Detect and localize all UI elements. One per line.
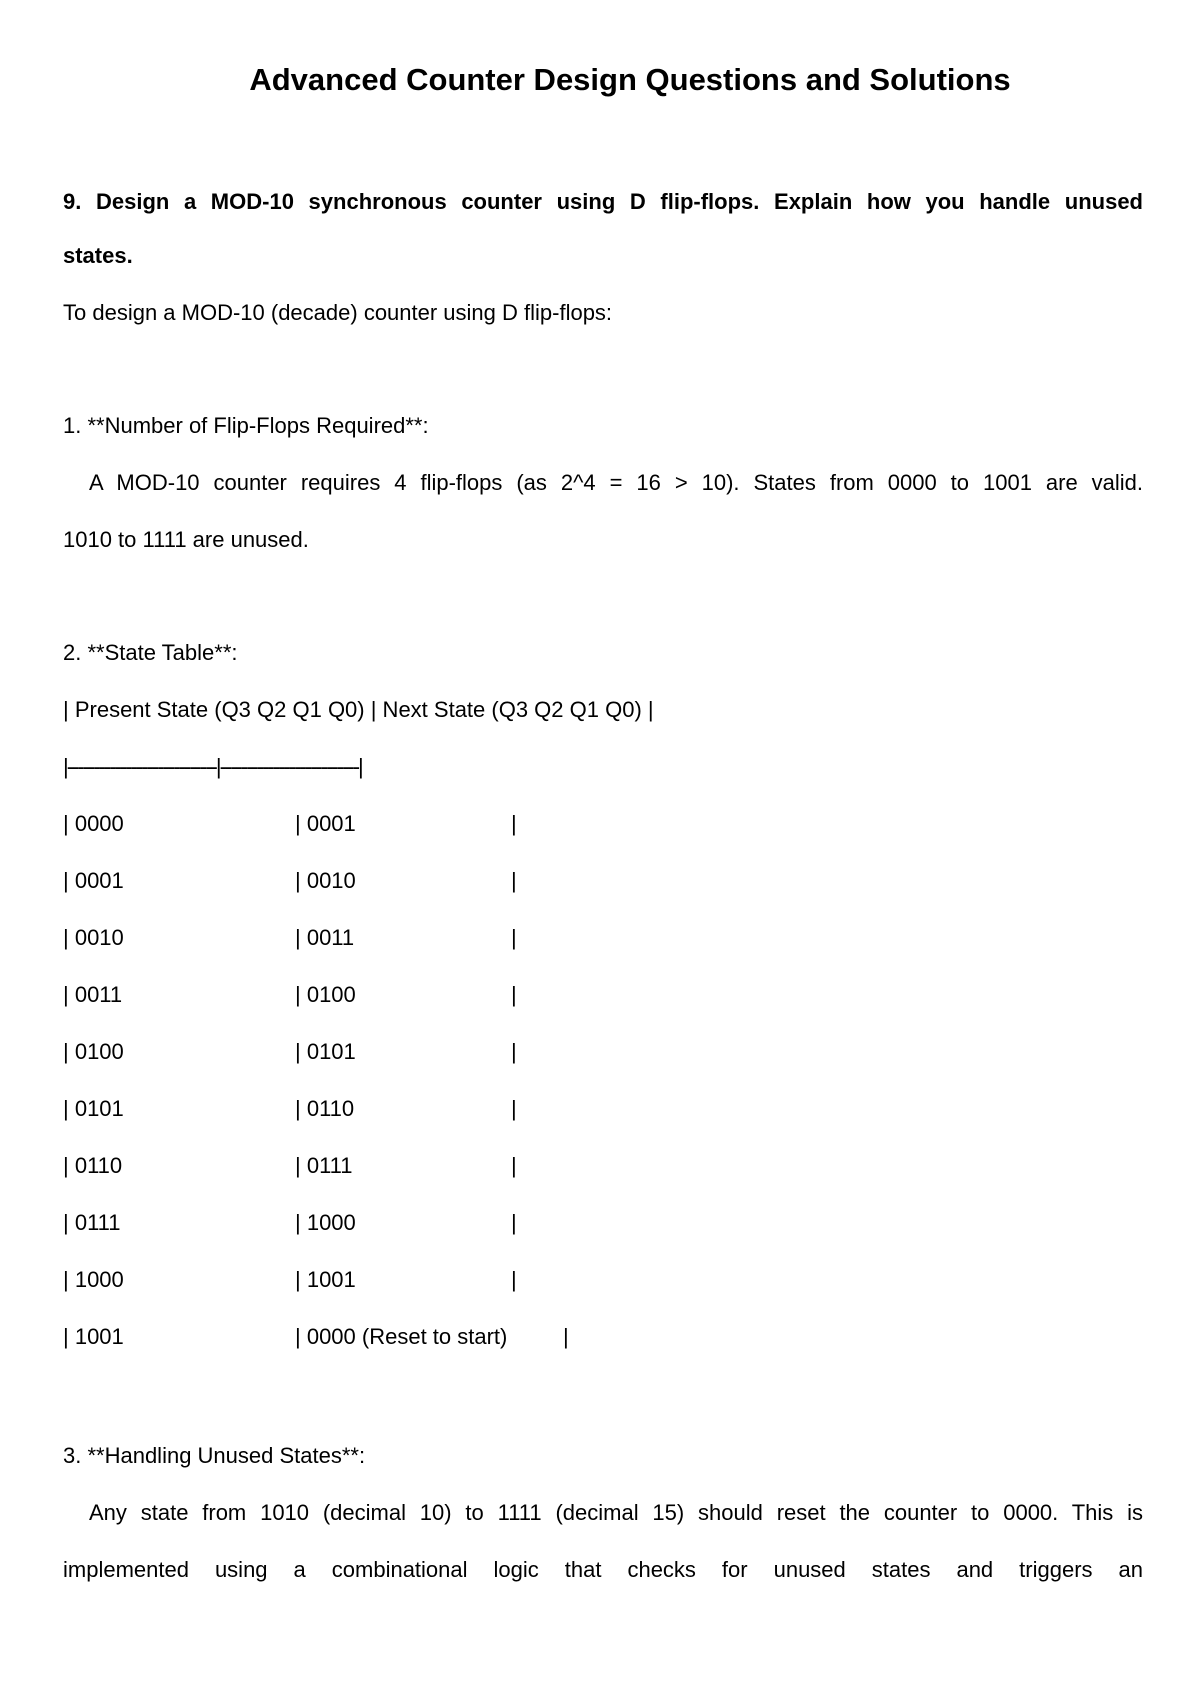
next-state-cell: | 1001 bbox=[295, 1267, 356, 1292]
present-state-cell: | 1001 bbox=[63, 1324, 124, 1349]
row-end-bar: | bbox=[511, 925, 517, 950]
row-end-bar: | bbox=[511, 1210, 517, 1235]
question-line-1: 9. Design a MOD-10 synchronous counter using D flip-flops. Explain how you handle unused bbox=[63, 189, 1143, 214]
next-state-cell: | 0001 bbox=[295, 811, 356, 836]
section-3-line-1: Any state from 1010 (decimal 10) to 1111 (decimal 15) should reset the counter to 0000. This is bbox=[89, 1500, 1143, 1525]
present-state-cell: | 0011 bbox=[63, 982, 123, 1007]
section-3-line-2: implemented using a combinational logic that checks for unused states and triggers an bbox=[63, 1557, 1143, 1582]
row-end-bar: | bbox=[563, 1324, 569, 1349]
question-line-2: states. bbox=[63, 243, 133, 268]
next-state-cell: | 1000 bbox=[295, 1210, 356, 1235]
next-state-cell: | 0010 bbox=[295, 868, 356, 893]
present-state-cell: | 0000 bbox=[63, 811, 124, 836]
section-3-heading: 3. **Handling Unused States**: bbox=[63, 1443, 366, 1468]
next-state-cell: | 0111 bbox=[295, 1153, 353, 1178]
present-state-cell: | 0110 bbox=[63, 1153, 123, 1178]
row-end-bar: | bbox=[511, 1096, 517, 1121]
row-end-bar: | bbox=[511, 811, 517, 836]
next-state-cell: | 0101 bbox=[295, 1039, 356, 1064]
section-2-heading: 2. **State Table**: bbox=[63, 640, 238, 665]
next-state-cell: | 0011 bbox=[295, 925, 355, 950]
state-table-separator: |----------------------------|--------------------------| bbox=[63, 754, 362, 779]
present-state-cell: | 0111 bbox=[63, 1210, 121, 1235]
row-end-bar: | bbox=[511, 1153, 517, 1178]
present-state-cell: | 0001 bbox=[63, 868, 124, 893]
section-1-heading: 1. **Number of Flip-Flops Required**: bbox=[63, 413, 429, 438]
state-table-header: | Present State (Q3 Q2 Q1 Q0) | Next State (Q3 Q2 Q1 Q0) | bbox=[63, 697, 654, 722]
present-state-cell: | 1000 bbox=[63, 1267, 124, 1292]
row-end-bar: | bbox=[511, 1039, 517, 1064]
present-state-cell: | 0100 bbox=[63, 1039, 124, 1064]
row-end-bar: | bbox=[511, 868, 517, 893]
row-end-bar: | bbox=[511, 982, 517, 1007]
present-state-cell: | 0101 bbox=[63, 1096, 124, 1121]
row-end-bar: | bbox=[511, 1267, 517, 1292]
page-title: Advanced Counter Design Questions and Solutions bbox=[249, 62, 1011, 97]
next-state-cell: | 0110 bbox=[295, 1096, 355, 1121]
next-state-cell: | 0100 bbox=[295, 982, 356, 1007]
present-state-cell: | 0010 bbox=[63, 925, 124, 950]
section-1-line-2: 1010 to 1111 are unused. bbox=[63, 527, 309, 552]
next-state-cell: | 0000 (Reset to start) bbox=[295, 1324, 508, 1349]
section-1-line-1: A MOD-10 counter requires 4 flip-flops (as 2^4 = 16 > 10). States from 0000 to 1001 are valid. bbox=[89, 470, 1143, 495]
intro-text: To design a MOD-10 (decade) counter using D flip-flops: bbox=[63, 300, 613, 325]
